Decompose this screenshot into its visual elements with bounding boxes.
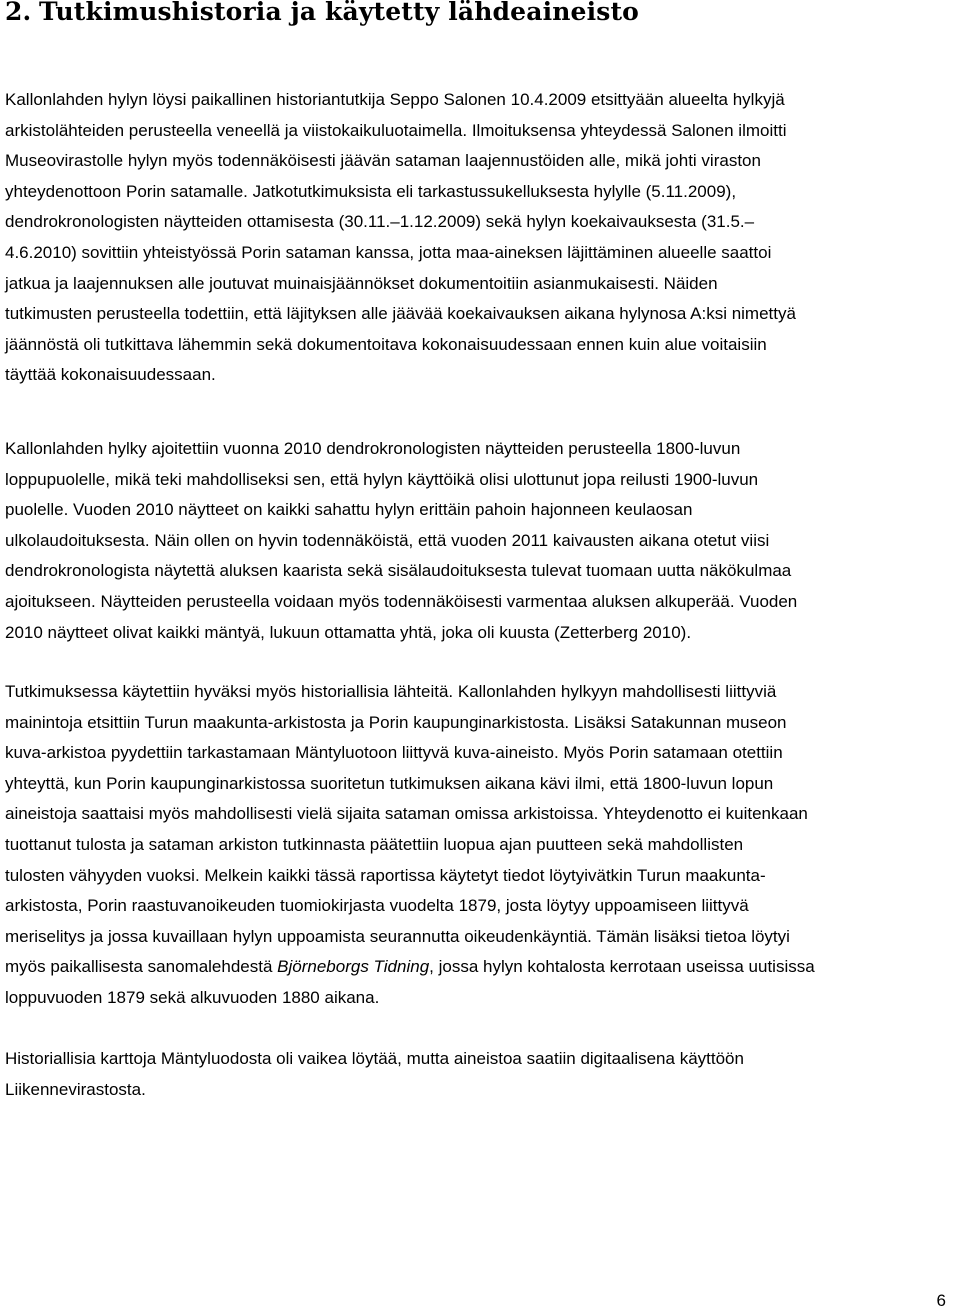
text-line: tuottanut tulosta ja sataman arkiston tutkinnasta päätettiin luopua ajan puutteen sekä mahdollisten bbox=[5, 834, 744, 854]
text-line: kuva-arkistoa pyydettiin tarkastamaan Mäntyluotoon liittyvä kuva-aineisto. Myös Porin satamaan otettiin bbox=[5, 743, 783, 763]
text-line: Kallonlahden hylky ajoitettiin vuonna 2010 dendrokronologisten näytteiden perusteella 1800-luvun bbox=[5, 439, 741, 458]
text-line: jäännöstä oli tutkittava lähemmin sekä dokumentoitava kokonaisuudessaan ennen kuin alue voitaisiin bbox=[5, 334, 767, 354]
page-number: 6 bbox=[936, 1291, 946, 1310]
text-line: ulkolaudoituksesta. Näin ollen on hyvin todennäköistä, että vuoden 2011 kaivausten aikana otetut viisi bbox=[5, 530, 770, 550]
text-line: Tutkimuksessa käytettiin hyväksi myös historiallisia lähteitä. Kallonlahden hylkyyn mahdollisesti liittyviä bbox=[5, 682, 777, 701]
text-line: jatkua ja laajennuksen alle joutuvat muinaisjäännökset dokumentoitiin asianmukaisesti. Näiden bbox=[5, 273, 718, 293]
section-heading bbox=[5, 0, 639, 30]
text-line: loppupuolelle, mikä teki mahdolliseksi sen, että hylyn käyttöikä olisi ulottunut jopa reilusti 1900-luvun bbox=[5, 469, 759, 489]
paragraph-maps bbox=[5, 1044, 744, 1105]
text-line: dendrokronologisten näytteiden ottamisesta (30.11.–1.12.2009) sekä hylyn koekaivauksesta (31.5.– bbox=[5, 212, 755, 232]
paragraph-dating bbox=[5, 434, 797, 648]
text-line: tutkimusten perusteella todettiin, että läjityksen alle jäävää koekaivauksen aikana hylynosa A:ksi nimettyä bbox=[5, 304, 796, 324]
text-line: mainintoja etsittiin Turun maakunta-arkistosta ja Porin kaupunginarkistosta. Lisäksi Satakunnan museon bbox=[5, 712, 787, 732]
text-line: Liikennevirastosta. bbox=[5, 1079, 146, 1099]
text-segment: myös paikallisesta sanomalehdestä bbox=[5, 957, 278, 977]
text-line: Kallonlahden hylyn löysi paikallinen historiantutkija Seppo Salonen 10.4.2009 etsittyään alueelta hylkyjä bbox=[5, 90, 785, 109]
text-line: yhteyttä, kun Porin kaupunginarkistossa suoritetun tutkimuksen aikana kävi ilmi, että 1800-luvun lopun bbox=[5, 773, 774, 793]
section-number: 2. bbox=[5, 0, 32, 26]
newspaper-title: Björneborgs Tidning bbox=[277, 957, 430, 977]
text-line: dendrokronologista näytettä aluksen kaarista sekä sisälaudoituksesta tulevat tuomaan uutta näkökulmaa bbox=[5, 561, 792, 581]
text-line: Historiallisia karttoja Mäntyluodosta oli vaikea löytää, mutta aineistoa saatiin digitaalisena käyttöön bbox=[5, 1049, 744, 1068]
text-line bbox=[5, 952, 815, 983]
text-line: meriselitys ja jossa kuvaillaan hylyn uppoamista seurannutta oikeudenkäyntiä. Tämän lisäksi tietoa löytyi bbox=[5, 926, 790, 946]
text-line: yhteydenottoon Porin satamalle. Jatkotutkimuksista eli tarkastussukelluksesta hylylle (5.11.2009), bbox=[5, 181, 737, 201]
text-line: 2010 näytteet olivat kaikki mäntyä, lukuun ottamatta yhtä, joka oli kuusta (Zetterberg 2010). bbox=[5, 622, 692, 642]
text-line: arkistolähteiden perusteella veneellä ja viistokaikuluotaimella. Ilmoituksensa yhteydessä Salonen ilmoitti bbox=[5, 120, 787, 140]
text-line: aineistoja saattaisi myös mahdollisesti vielä sijaita sataman omissa arkistoissa. Yhteydenotto ei kuitenkaan bbox=[5, 804, 808, 824]
text-line: Museovirastolle hylyn myös todennäköisesti jäävän sataman laajennustöiden alle, mikä johti viraston bbox=[5, 151, 761, 171]
text-line: täyttää kokonaisuudessaan. bbox=[5, 365, 216, 385]
text-line: tulosten vähyyden vuoksi. Melkein kaikki tässä raportissa käytetyt tiedot löytyivätkin Turun maakunta- bbox=[5, 865, 766, 885]
text-line: arkistosta, Porin raastuvanoikeuden tuomiokirjasta vuodelta 1879, josta löytyy uppoamiseen liittyvä bbox=[5, 896, 749, 916]
text-line: loppuvuoden 1879 sekä alkuvuoden 1880 aikana. bbox=[5, 987, 380, 1007]
paragraph-historical-sources bbox=[5, 677, 815, 1014]
text-segment: , jossa hylyn kohtalosta kerrotaan useissa uutisissa bbox=[429, 957, 815, 977]
section-title: Tutkimushistoria ja käytetty lähdeaineisto bbox=[39, 0, 640, 26]
paragraph-research-history bbox=[5, 85, 796, 391]
text-line: ajoitukseen. Näytteiden perusteella voidaan myös todennäköisesti varmentaa aluksen alkuperää. Vuoden bbox=[5, 591, 798, 611]
text-line: puolelle. Vuoden 2010 näytteet on kaikki sahattu hylyn erittäin pahoin hajonneen keulaosan bbox=[5, 500, 693, 520]
text-line: 4.6.2010) sovittiin yhteistyössä Porin sataman kanssa, jotta maa-aineksen läjittäminen alueelle saattoi bbox=[5, 242, 772, 262]
